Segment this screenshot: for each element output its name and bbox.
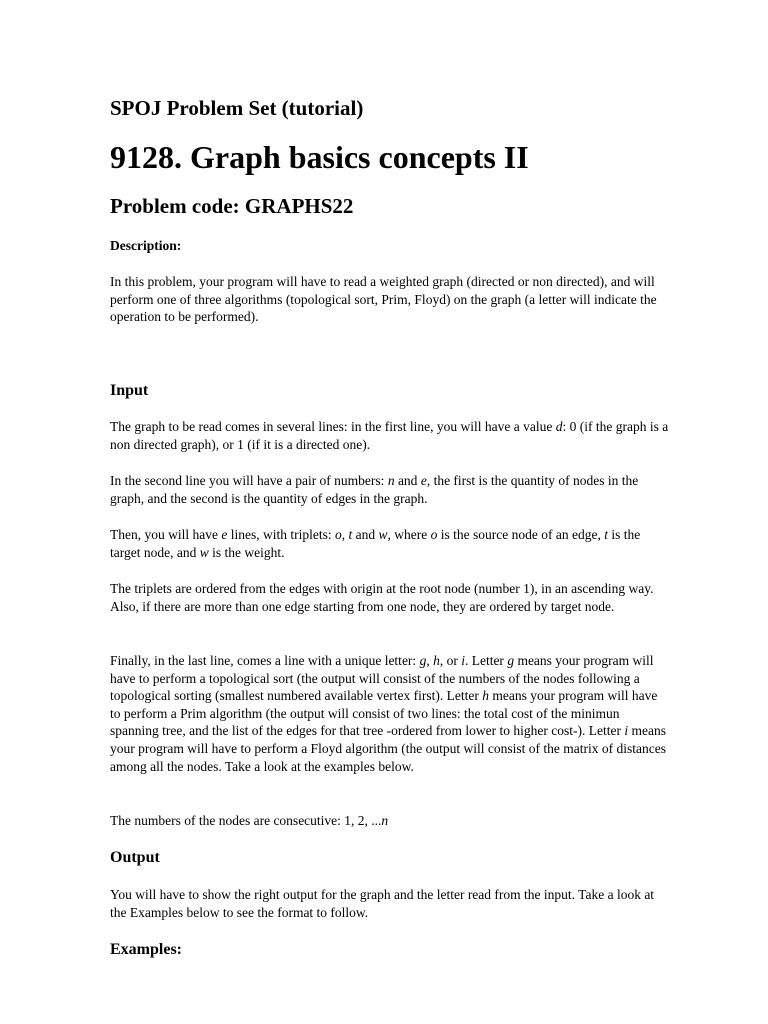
problem-code: Problem code: GRAPHS22 — [110, 194, 354, 218]
description-heading: Description: — [110, 238, 182, 253]
description-paragraph: In this problem, your program will have to read a weighted graph (directed or non directed), and will perform one of three algorithms (topological sort, Prim, Floyd) on the graph (a letter will indicate the operation to be performed). — [110, 274, 657, 325]
input-paragraph-4: The triplets are ordered from the edges with origin at the root node (number 1), in an ascending way. Also, if there are more than one edge starting from one node, they are ordered by target node. — [110, 581, 654, 614]
problem-set-heading: SPOJ Problem Set (tutorial) — [110, 96, 364, 120]
output-paragraph: You will have to show the right output for the graph and the letter read from the input. Take a look at the Examples below to see the format to follow. — [110, 887, 655, 920]
input-paragraph-5: Finally, in the last line, comes a line with a unique letter: g, h, or i. Letter g means your program will have to perform a topological sort (the output will consist of the numbers of the nodes following a topological sorting (smallest numbered available vertex first). Letter h means your program will have to perform a Prim algorithm (the output will consist of two lines: the total cost of the minimun spanning tree, and the list of the edges for that tree -ordered from lower to higher cost-). Letter i means your program will have to perform a Floyd algorithm (the output will consist of the matrix of distances among all the nodes. Take a look at the examples below. — [110, 653, 667, 774]
input-paragraph-6: The numbers of the nodes are consecutive: 1, 2, ...n — [110, 813, 389, 828]
output-heading: Output — [110, 849, 160, 866]
input-paragraph-3: Then, you will have e lines, with triplets: o, t and w, where o is the source node of an edge, t is the target node, and w is the weight. — [110, 527, 641, 560]
problem-title: 9128. Graph basics concepts II — [110, 139, 529, 175]
input-paragraph-1: The graph to be read comes in several lines: in the first line, you will have a value d: 0 (if the graph is a non directed graph), or 1 (if it is a directed one). — [110, 419, 669, 452]
input-heading: Input — [110, 382, 149, 399]
examples-heading: Examples: — [110, 941, 182, 958]
input-paragraph-2: In the second line you will have a pair of numbers: n and e, the first is the quantity of nodes in the graph, and the second is the quantity of edges in the graph. — [110, 473, 639, 506]
